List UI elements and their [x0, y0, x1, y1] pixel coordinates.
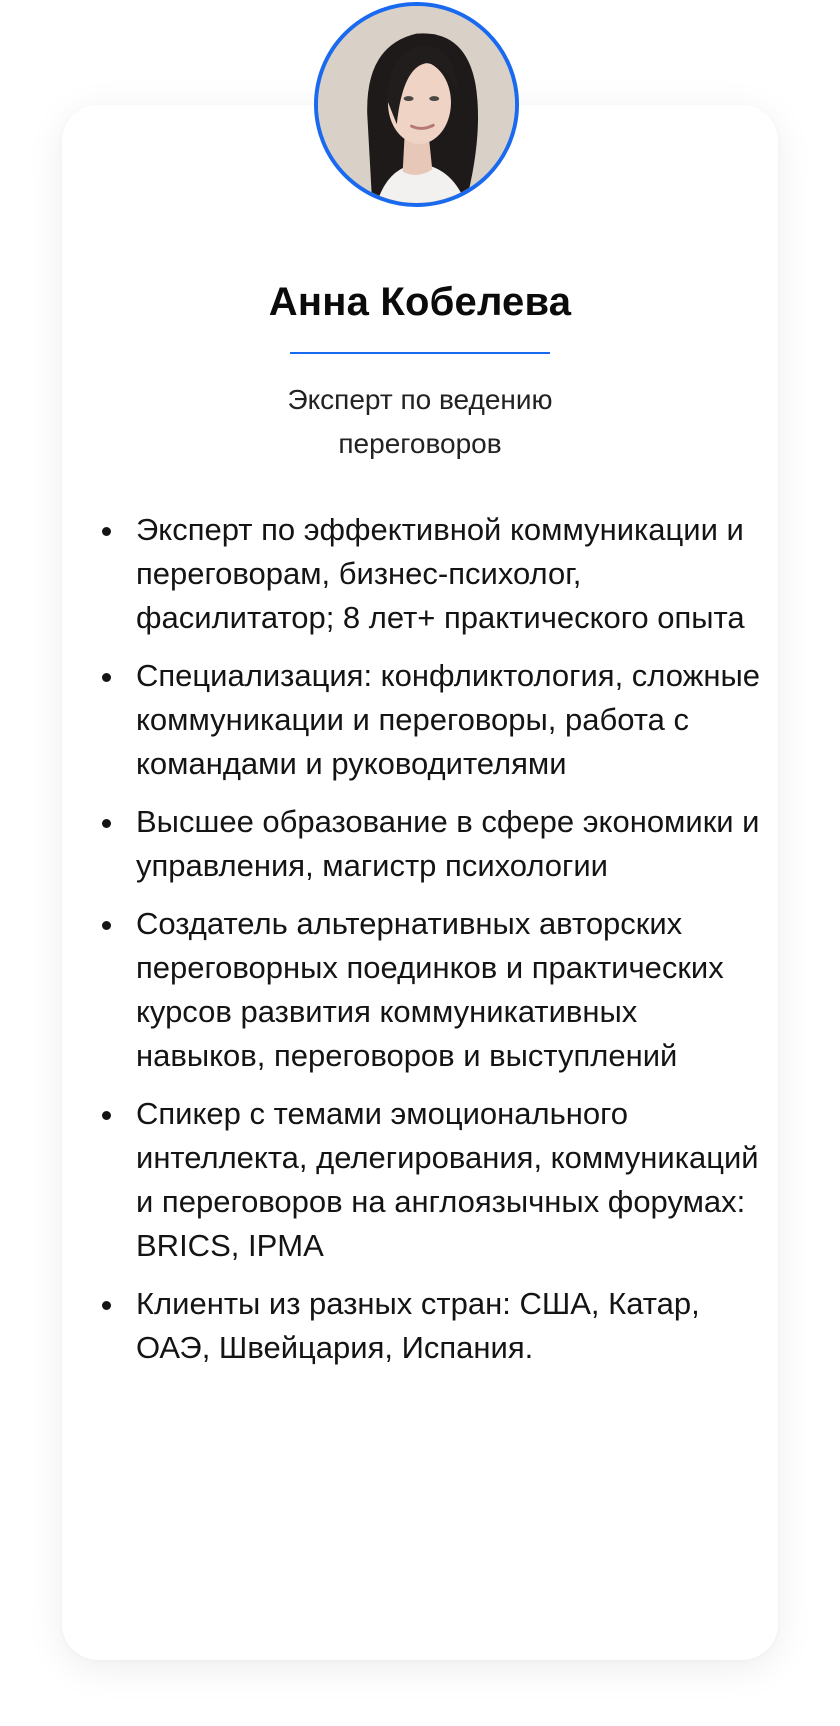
expert-name: Анна Кобелева — [268, 280, 572, 324]
list-item: Клиенты из разных стран: США, Катар, ОАЭ, Швейцария, Испания. — [100, 1282, 770, 1370]
avatar-photo — [318, 6, 515, 203]
role-line-2: переговоров — [338, 428, 502, 459]
avatar — [314, 2, 519, 207]
list-item: Спикер с темами эмоционального интеллекта, делегирования, коммуникаций и переговоров на англоязычных форумах: BRICS, IPMA — [100, 1092, 770, 1268]
list-item: Специализация: конфликтология, сложные коммуникации и переговоры, работа с командами и руководителями — [100, 654, 770, 786]
role-line-1: Эксперт по ведению — [287, 384, 553, 415]
name-divider — [290, 352, 550, 354]
list-item: Создатель альтернативных авторских переговорных поединков и практических курсов развития коммуникативных навыков, переговоров и выступлений — [100, 902, 770, 1078]
list-item: Высшее образование в сфере экономики и управления, магистр психологии — [100, 800, 770, 888]
bio-list — [100, 508, 770, 1384]
expert-role — [62, 378, 778, 466]
list-item: Эксперт по эффективной коммуникации и переговорам, бизнес-психолог, фасилитатор; 8 лет+ практического опыта — [100, 508, 770, 640]
